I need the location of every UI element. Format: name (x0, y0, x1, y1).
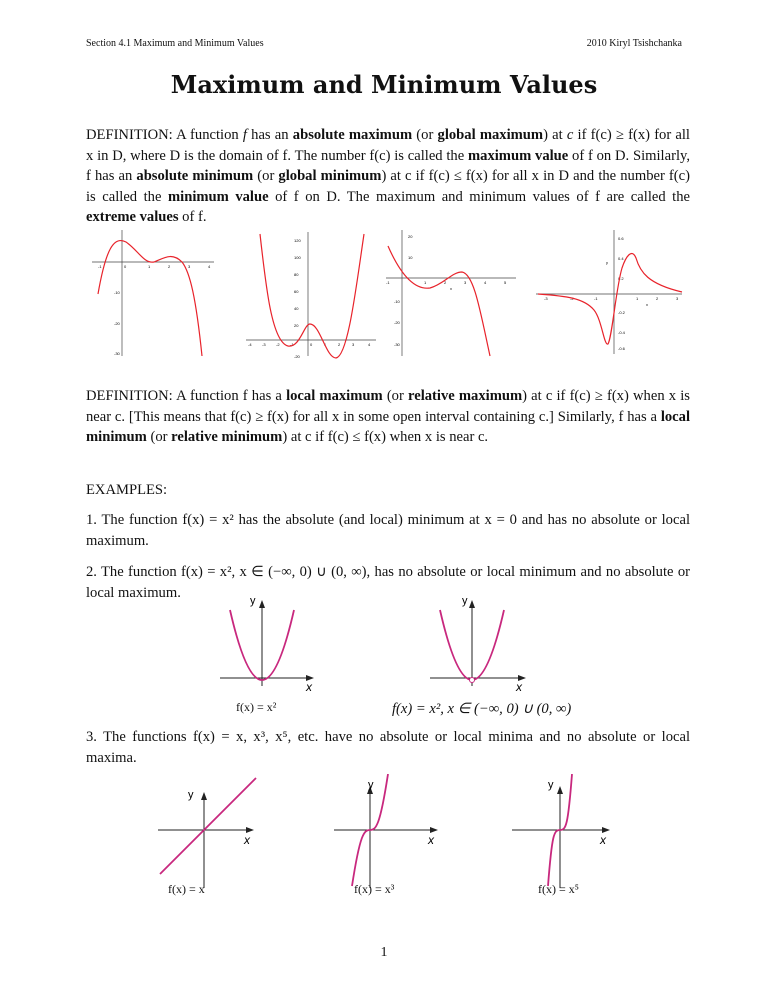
svg-text:0: 0 (124, 264, 127, 269)
svg-text:2: 2 (656, 296, 659, 301)
svg-text:-30: -30 (114, 351, 120, 356)
svg-text:4: 4 (484, 280, 487, 285)
svg-text:x: x (428, 833, 434, 847)
svg-text:x: x (646, 302, 648, 307)
example-1: 1. The function f(x) = x² has the absolute (and local) minimum at x = 0 and has no absolute or local maximum. (86, 512, 690, 549)
svg-text:20: 20 (294, 323, 299, 328)
svg-text:-2: -2 (276, 342, 280, 347)
ex3-caption-1: f(x) = x (168, 882, 205, 896)
svg-text:-10: -10 (114, 290, 120, 295)
extrema-graphs-row (86, 228, 686, 376)
svg-text:3: 3 (188, 264, 191, 269)
svg-text:-20: -20 (114, 321, 120, 326)
graph-4-curve (538, 253, 682, 344)
svg-text:-3: -3 (544, 296, 548, 301)
svg-text:-1: -1 (594, 296, 598, 301)
ex2-caption-left: f(x) = x² (236, 700, 277, 714)
svg-text:1: 1 (636, 296, 639, 301)
ex2-graph-left (220, 595, 314, 694)
svg-text:y: y (250, 595, 256, 607)
svg-text:y: y (368, 779, 374, 791)
example-2: 2. The function f(x) = x², x ∈ (−∞, 0) ∪ (0, ∞), has no absolute or local minimum and no absolute or local maximum. (86, 564, 690, 601)
svg-text:5: 5 (504, 280, 507, 285)
svg-text:3: 3 (352, 342, 355, 347)
svg-text:2: 2 (444, 280, 447, 285)
definition-absolute-extrema: DEFINITION: A function f has an absolute maximum (or global maximum) at c if f(c) ≥ f(x) for all x in D, where D is the domain of f. The number f(c) is called the maximum value of f on D. Similarly, f has an absolute minimum (or global minimum) at c if f(c) ≤ f(x) for all x in D and the number f(c) is called the minimum value of f on D. The maximum and minimum values of f are called the extreme values of f. (86, 127, 691, 225)
header-author: 2010 Kiryl Tsishchanka (586, 38, 682, 49)
graph-1-curve (98, 241, 202, 356)
svg-text:x: x (516, 680, 522, 694)
svg-text:2: 2 (168, 264, 171, 269)
example-3: 3. The functions f(x) = x, x³, x⁵, etc. have no absolute or local minima and no absolute or local maxima. (86, 729, 690, 766)
graph-3 (386, 230, 516, 356)
svg-text:-0.6: -0.6 (618, 346, 625, 351)
svg-text:2: 2 (338, 342, 341, 347)
svg-text:-1: -1 (98, 264, 102, 269)
svg-text:y: y (606, 260, 608, 265)
svg-text:y: y (462, 595, 468, 607)
svg-text:1: 1 (148, 264, 151, 269)
ex3-graph-linear (158, 778, 256, 888)
ex2-graphs (200, 590, 560, 695)
svg-text:-2: -2 (570, 296, 574, 301)
svg-text:-1: -1 (386, 280, 390, 285)
svg-text:120: 120 (294, 238, 301, 243)
svg-text:x: x (306, 680, 312, 694)
svg-text:10: 10 (408, 255, 413, 260)
svg-text:-1: -1 (290, 342, 294, 347)
ex3-graph-quintic (512, 774, 610, 888)
graph-2 (246, 232, 376, 359)
svg-text:x: x (450, 286, 452, 291)
page-number: 1 (380, 945, 388, 960)
ex2-graph-right (430, 595, 526, 694)
svg-text:0.2: 0.2 (618, 276, 624, 281)
ex3-graph-cubic (334, 774, 438, 888)
svg-text:-10: -10 (394, 299, 400, 304)
ex3-caption-3: f(x) = x⁵ (538, 882, 579, 896)
svg-text:y: y (188, 789, 194, 801)
svg-text:-20: -20 (394, 320, 400, 325)
ex2-open-point (470, 678, 475, 683)
page-title: Maximum and Minimum Values (170, 70, 598, 99)
examples-heading: EXAMPLES: (86, 482, 168, 498)
graph-4 (536, 230, 682, 354)
definition-local-extrema: DEFINITION: A function f has a local maximum (or relative maximum) at c if f(c) ≥ f(x) when x is near c. [This means that f(c) ≥ f(x) for all x in some open interval containing c.] Similarly, f has a local minimum (or relative minimum) at c if f(c) ≤ f(x) when x is near c. (86, 388, 690, 445)
svg-text:x: x (244, 833, 250, 847)
svg-text:4: 4 (208, 264, 211, 269)
svg-text:-0.2: -0.2 (618, 310, 625, 315)
svg-text:-3: -3 (262, 342, 266, 347)
svg-text:x: x (600, 833, 606, 847)
svg-text:20: 20 (408, 234, 413, 239)
svg-text:-0.4: -0.4 (618, 330, 625, 335)
graph-3-curve (388, 246, 490, 356)
svg-text:-30: -30 (394, 342, 400, 347)
svg-text:-20: -20 (294, 354, 300, 359)
graph-2-curve (260, 234, 364, 358)
ex3-caption-2: f(x) = x³ (354, 882, 395, 896)
svg-text:1: 1 (324, 342, 327, 347)
svg-text:-4: -4 (248, 342, 252, 347)
svg-text:80: 80 (294, 272, 299, 277)
header-section: Section 4.1 Maximum and Minimum Values (86, 38, 264, 49)
svg-text:3: 3 (464, 280, 467, 285)
svg-text:3: 3 (676, 296, 679, 301)
svg-text:0.6: 0.6 (618, 236, 624, 241)
svg-text:0.4: 0.4 (618, 256, 624, 261)
svg-text:4: 4 (368, 342, 371, 347)
graph-1 (92, 230, 214, 356)
svg-text:0: 0 (310, 342, 313, 347)
svg-text:100: 100 (294, 255, 301, 260)
ex2-caption-right: f(x) = x², x ∈ (−∞, 0) ∪ (0, ∞) (392, 701, 572, 717)
svg-text:1: 1 (424, 280, 427, 285)
svg-text:40: 40 (294, 306, 299, 311)
ex3-line-x (160, 778, 256, 874)
svg-text:y: y (548, 779, 554, 791)
svg-text:60: 60 (294, 289, 299, 294)
